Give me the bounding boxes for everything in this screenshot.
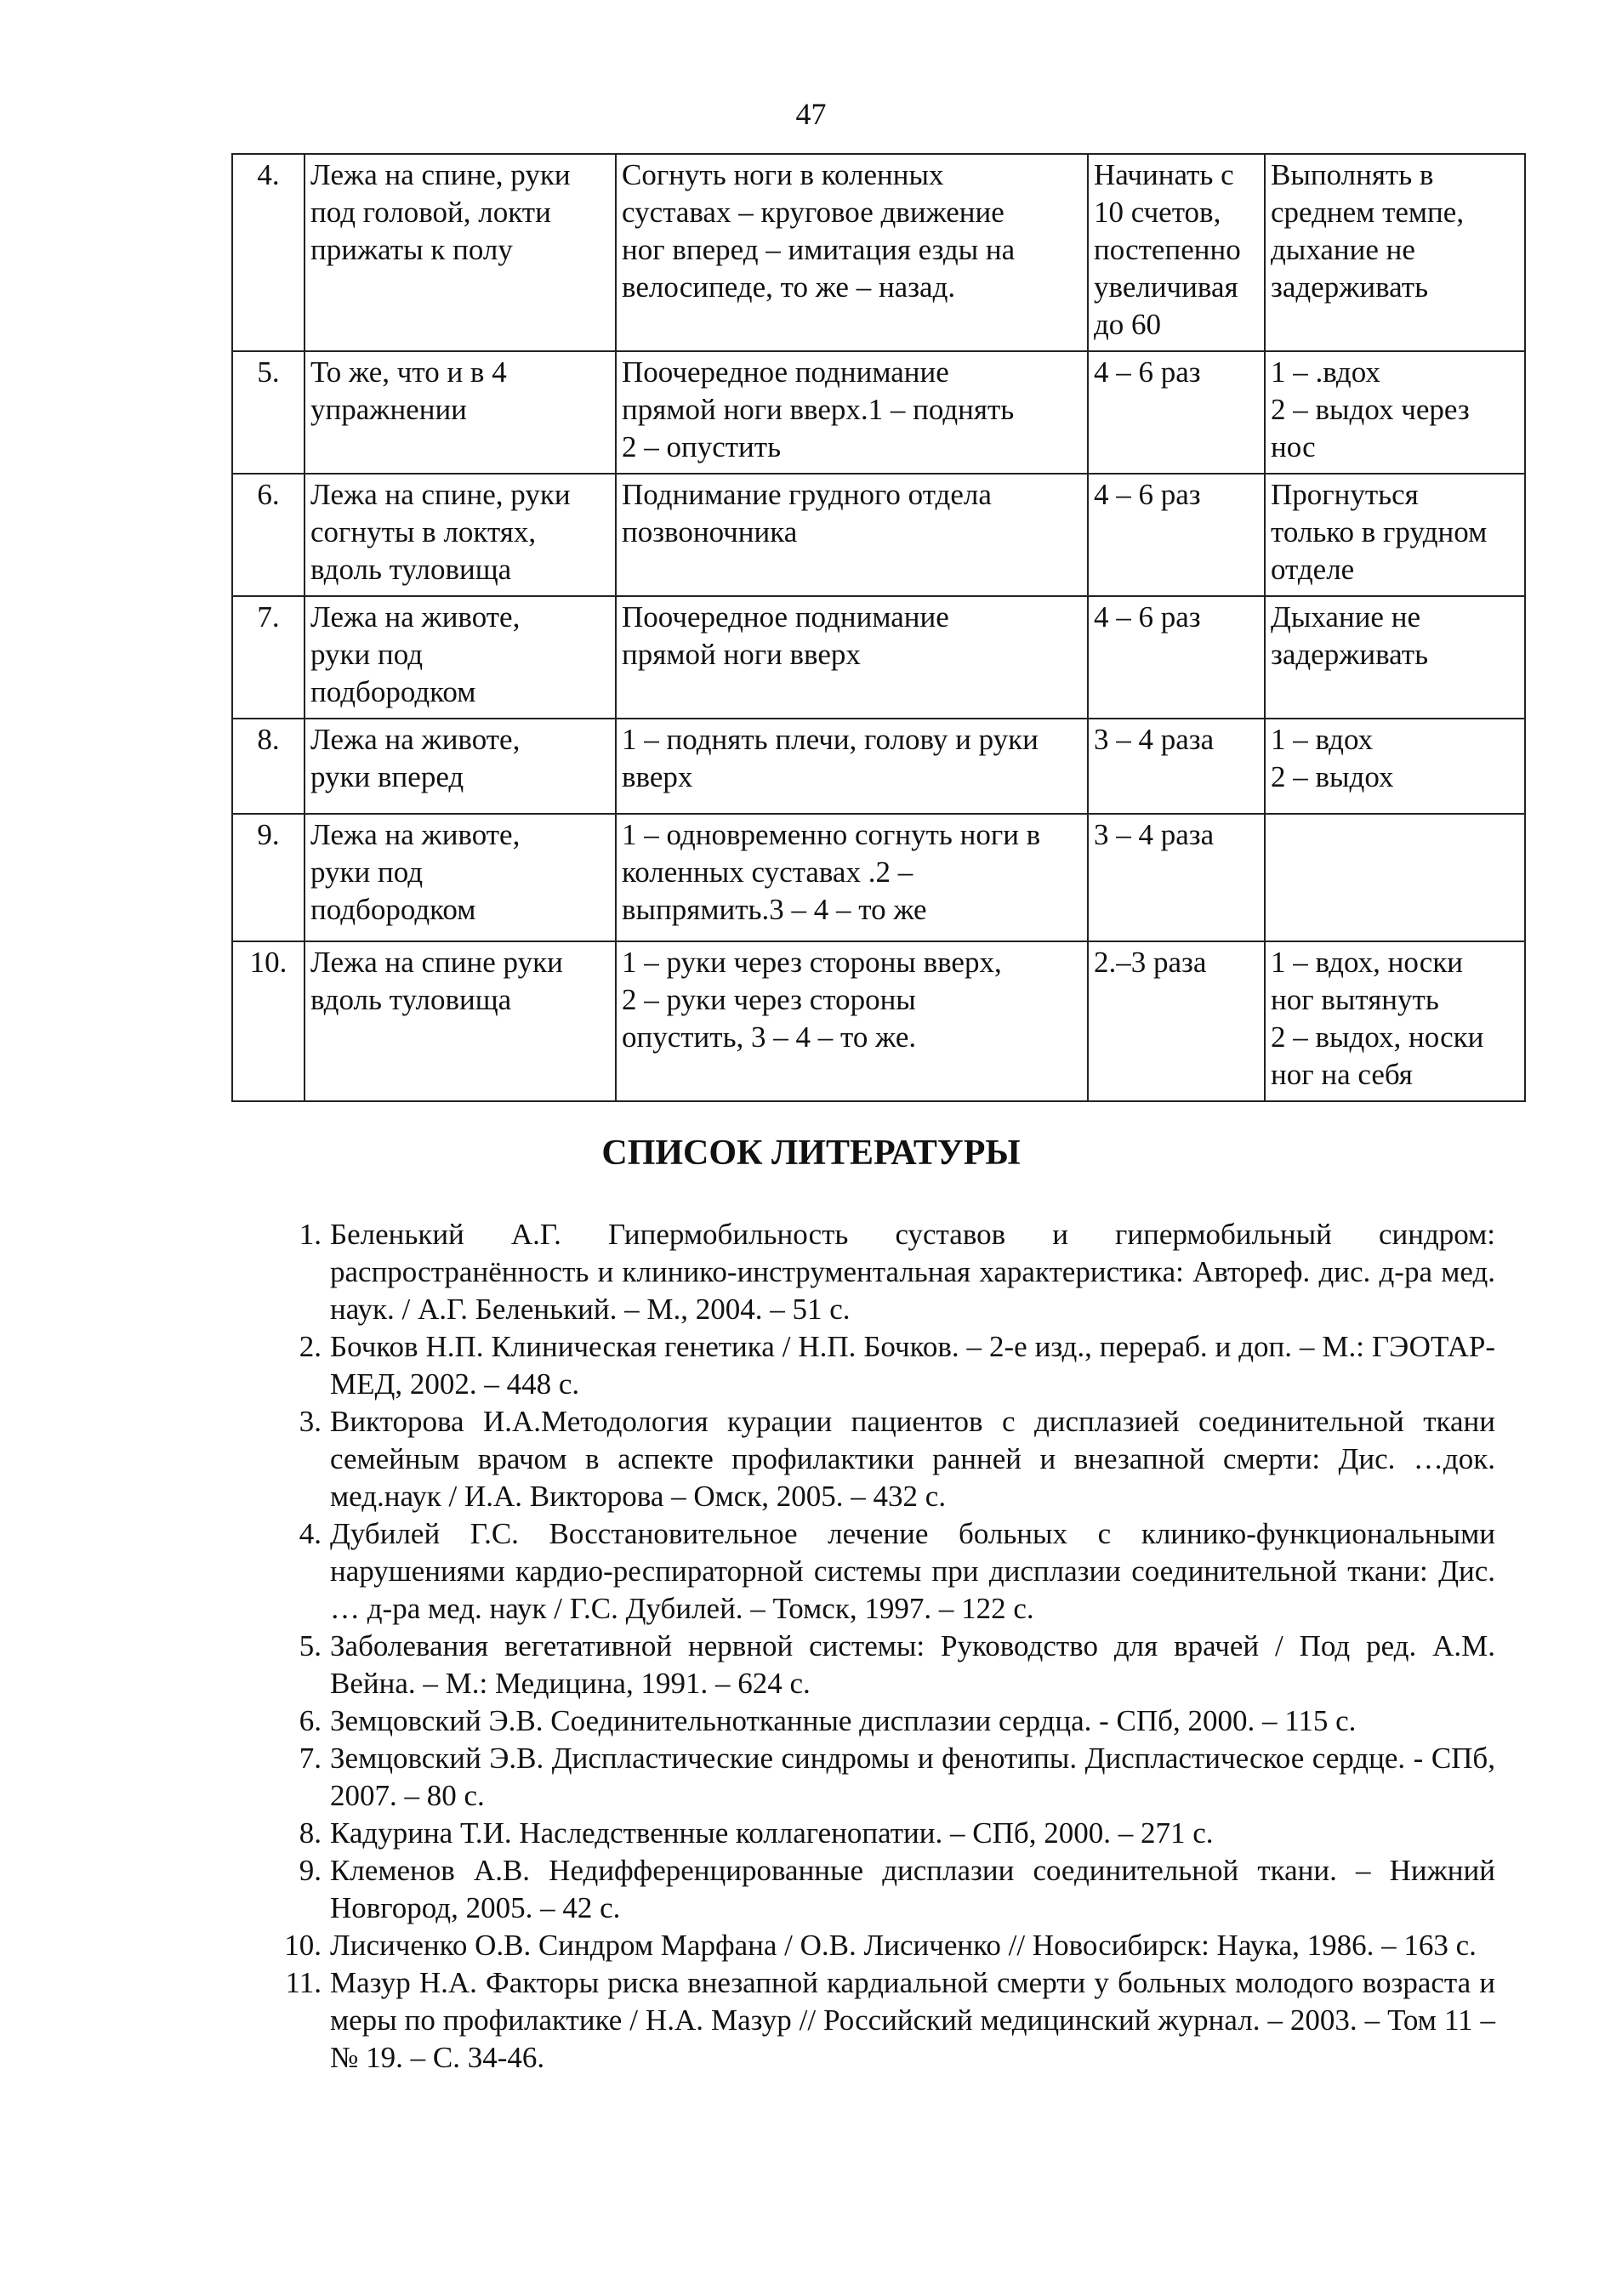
reference-item xyxy=(281,1702,1495,1740)
row-number: 8. xyxy=(232,719,304,814)
exercise-cell: Поднимание грудного отдела позвоночника xyxy=(616,474,1088,596)
notes-cell: 1 – .вдох 2 – выдох через нос xyxy=(1265,351,1525,474)
starting-position-cell: Лежа на спине, руки согнуты в локтях, вдоль туловища xyxy=(304,474,616,596)
notes-cell: 1 – вдох 2 – выдох xyxy=(1265,719,1525,814)
reference-number: 11. xyxy=(285,1966,322,1999)
exercise-cell: 1 – руки через стороны вверх, 2 – руки через стороны опустить, 3 – 4 – то же. xyxy=(616,941,1088,1101)
reference-number: 8. xyxy=(299,1816,322,1850)
reference-item xyxy=(281,1216,1495,1328)
reference-text: Лисиченко О.В. Синдром Марфана / О.В. Лисиченко // Новосибирск: Наука, 1986. – 163 с. xyxy=(330,1929,1477,1962)
row-number: 5. xyxy=(232,351,304,474)
table-row xyxy=(232,941,1525,1101)
page-number: 47 xyxy=(795,97,827,131)
reference-item xyxy=(281,1852,1495,1927)
reference-text: Беленький А.Г. Гипермобильность суставов и гипермобильный синдром: распространённость и клинико-инструментальная характеристика: Автореф. дис. д-ра мед. наук. / А.Г. Беленький. – М., 2004. – 51 с. xyxy=(330,1218,1495,1326)
row-number: 6. xyxy=(232,474,304,596)
reference-text: Кадурина Т.И. Наследственные коллагенопатии. – СПб, 2000. – 271 с. xyxy=(330,1816,1214,1850)
table-row xyxy=(232,814,1525,941)
starting-position-cell: То же, что и в 4 упражнении xyxy=(304,351,616,474)
reference-item xyxy=(281,1515,1495,1628)
reference-number: 6. xyxy=(299,1704,322,1737)
notes-cell: Прогнуться только в грудном отделе xyxy=(1265,474,1525,596)
table-row xyxy=(232,351,1525,474)
exercise-cell: Согнуть ноги в коленных суставах – круговое движение ног вперед – имитация езды на велосипеде, то же – назад. xyxy=(616,154,1088,351)
reference-text: Бочков Н.П. Клиническая генетика / Н.П. Бочков. – 2-е изд., перераб. и доп. – М.: ГЭОТАР-МЕД, 2002. – 448 с. xyxy=(330,1330,1495,1401)
starting-position-cell: Лежа на спине, руки под головой, локти прижаты к полу xyxy=(304,154,616,351)
notes-cell xyxy=(1265,814,1525,941)
reference-number: 7. xyxy=(299,1742,322,1775)
table-row xyxy=(232,154,1525,351)
reference-item xyxy=(281,1328,1495,1403)
reference-item xyxy=(281,1628,1495,1702)
reference-number: 4. xyxy=(299,1517,322,1550)
notes-cell: 1 – вдох, носки ног вытянуть 2 – выдох, носки ног на себя xyxy=(1265,941,1525,1101)
reference-number: 10. xyxy=(284,1929,322,1962)
table-row xyxy=(232,596,1525,719)
reference-item xyxy=(281,1740,1495,1815)
reference-text: Мазур Н.А. Факторы риска внезапной кардиальной смерти у больных молодого возраста и меры по профилактике / Н.А. Мазур // Российский медицинский журнал. – 2003. – Том 11 – № 19. – С. 34-46. xyxy=(330,1966,1495,2074)
reference-item xyxy=(281,1927,1495,1964)
dosage-cell: 4 – 6 раз xyxy=(1088,474,1265,596)
reference-text: Клеменов А.В. Недифференцированные дисплазии соединительной ткани. – Нижний Новгород, 2005. – 42 с. xyxy=(330,1854,1495,1924)
reference-text: Заболевания вегетативной нервной системы: Руководство для врачей / Под ред. А.М. Вейна. – М.: Медицина, 1991. – 624 с. xyxy=(330,1629,1495,1700)
reference-item xyxy=(281,1815,1495,1852)
dosage-cell: 4 – 6 раз xyxy=(1088,351,1265,474)
starting-position-cell: Лежа на спине руки вдоль туловища xyxy=(304,941,616,1101)
row-number: 10. xyxy=(232,941,304,1101)
reference-number: 1. xyxy=(299,1218,322,1251)
reference-number: 5. xyxy=(299,1629,322,1662)
dosage-cell: 3 – 4 раза xyxy=(1088,719,1265,814)
starting-position-cell: Лежа на животе, руки под подбородком xyxy=(304,596,616,719)
reference-item xyxy=(281,1964,1495,2077)
dosage-cell: 2.–3 раза xyxy=(1088,941,1265,1101)
reference-text: Викторова И.А.Методология курации пациентов с дисплазией соединительной ткани семейным врачом в аспекте профилактики ранней и внезапной смерти: Дис. …док. мед.наук / И.А. Викторова – Омск, 2005. – 432 с. xyxy=(330,1405,1495,1513)
reference-item xyxy=(281,1403,1495,1515)
reference-number: 3. xyxy=(299,1405,322,1438)
reference-number: 2. xyxy=(299,1330,322,1363)
table-row xyxy=(232,474,1525,596)
exercise-cell: Поочередное поднимание прямой ноги вверх xyxy=(616,596,1088,719)
dosage-cell: 3 – 4 раза xyxy=(1088,814,1265,941)
reference-text: Земцовский Э.В. Диспластические синдромы и фенотипы. Диспластическое сердце. - СПб, 2007. – 80 с. xyxy=(330,1742,1495,1812)
reference-number: 9. xyxy=(299,1854,322,1887)
notes-cell: Дыхание не задерживать xyxy=(1265,596,1525,719)
notes-cell: Выполнять в среднем темпе, дыхание не задерживать xyxy=(1265,154,1525,351)
references-list xyxy=(281,1216,1495,2077)
row-number: 7. xyxy=(232,596,304,719)
exercise-cell: 1 – одновременно согнуть ноги в коленных суставах .2 – выпрямить.3 – 4 – то же xyxy=(616,814,1088,941)
references-title: СПИСОК ЛИТЕРАТУРЫ xyxy=(601,1134,1021,1173)
exercise-table xyxy=(231,153,1526,1102)
table-row xyxy=(232,719,1525,814)
reference-text: Дубилей Г.С. Восстановительное лечение больных с клинико-функциональными нарушениями кардио-респираторной системы при дисплазии соединительной ткани: Дис. … д-ра мед. наук / Г.С. Дубилей. – Томск, 1997. – 122 с. xyxy=(330,1517,1495,1625)
row-number: 9. xyxy=(232,814,304,941)
starting-position-cell: Лежа на животе, руки вперед xyxy=(304,719,616,814)
dosage-cell: 4 – 6 раз xyxy=(1088,596,1265,719)
reference-text: Земцовский Э.В. Соединительнотканные дисплазии сердца. - СПб, 2000. – 115 с. xyxy=(330,1704,1357,1737)
starting-position-cell: Лежа на животе, руки под подбородком xyxy=(304,814,616,941)
dosage-cell: Начинать с 10 счетов, постепенно увеличивая до 60 xyxy=(1088,154,1265,351)
row-number: 4. xyxy=(232,154,304,351)
exercise-cell: Поочередное поднимание прямой ноги вверх.1 – поднять 2 – опустить xyxy=(616,351,1088,474)
exercise-cell: 1 – поднять плечи, голову и руки вверх xyxy=(616,719,1088,814)
